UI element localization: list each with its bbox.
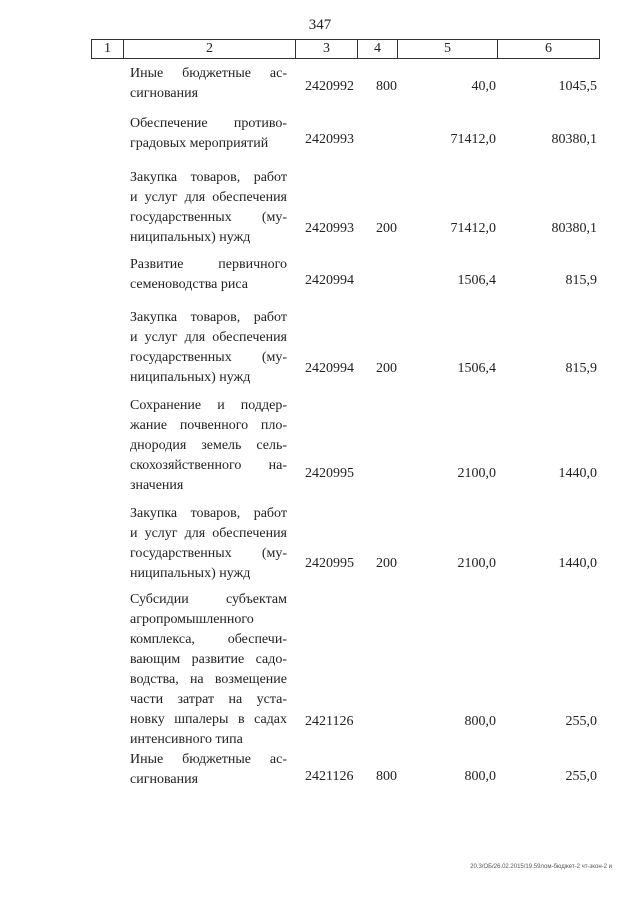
row-name-line: градовых мероприятий: [130, 136, 269, 151]
column-header-5: 5: [398, 40, 498, 58]
row-value-col5: 2100,0: [457, 466, 496, 481]
column-header-4: 4: [358, 40, 398, 58]
row-name: [130, 750, 287, 790]
row-value-col5: 71412,0: [450, 132, 496, 147]
row-name-line: ниципальных) нужд: [130, 370, 251, 385]
row-code: 2420994: [305, 273, 354, 288]
row-code: 2420993: [305, 221, 354, 236]
row-name: [130, 114, 287, 154]
row-value-col6: 255,0: [565, 714, 597, 729]
row-value-col6: 1440,0: [558, 556, 597, 571]
column-header-3: 3: [296, 40, 358, 58]
row-name-line: днородия земель сель-: [130, 438, 287, 453]
row-name-line: скохозяйственного на-: [130, 458, 287, 473]
row-name: [130, 308, 287, 388]
row-value-col5: 800,0: [464, 714, 496, 729]
row-code: 2420993: [305, 132, 354, 147]
footer-stamp: 20.3/ОБ/26.02.2015/19.59лом-бюджет-2 чт-зкон-2 и: [470, 864, 612, 870]
row-value-col5: 800,0: [464, 769, 496, 784]
row-name-line: жание почвенного пло-: [130, 418, 287, 433]
row-value-col6: 80380,1: [551, 221, 597, 236]
row-expense-type: 800: [376, 79, 397, 94]
row-expense-type: 200: [376, 221, 397, 236]
row-value-col5: 1506,4: [457, 361, 496, 376]
row-name: [130, 255, 287, 295]
row-value-col5: 40,0: [471, 79, 496, 94]
row-name-line: Развитие первичного: [130, 257, 287, 272]
row-value-col6: 80380,1: [551, 132, 597, 147]
row-code: 2420995: [305, 466, 354, 481]
row-name: [130, 504, 287, 584]
row-value-col6: 255,0: [565, 769, 597, 784]
row-name-line: Закупка товаров, работ: [130, 506, 287, 521]
row-expense-type: 200: [376, 361, 397, 376]
row-value-col6: 1045,5: [558, 79, 597, 94]
column-header: [91, 39, 600, 59]
row-name-line: Сохранение и поддер-: [130, 398, 287, 413]
row-name-line: Иные бюджетные ас-: [130, 66, 287, 81]
row-name-line: интенсивного типа: [130, 732, 243, 747]
row-name-line: государственных (му-: [130, 350, 287, 365]
row-code: 2420995: [305, 556, 354, 571]
row-value-col5: 1506,4: [457, 273, 496, 288]
row-name-line: Закупка товаров, работ: [130, 310, 287, 325]
row-code: 2421126: [305, 714, 354, 729]
row-name-line: части затрат на уста-: [130, 692, 287, 707]
row-name: [130, 64, 287, 104]
row-name-line: ниципальных) нужд: [130, 230, 251, 245]
row-name-line: сигнования: [130, 86, 199, 101]
row-value-col6: 815,9: [565, 361, 597, 376]
row-name: [130, 590, 287, 750]
column-header-2: 2: [124, 40, 296, 58]
row-expense-type: 200: [376, 556, 397, 571]
row-name-line: и услуг для обеспечения: [130, 526, 287, 541]
row-value-col5: 2100,0: [457, 556, 496, 571]
row-value-col6: 1440,0: [558, 466, 597, 481]
row-name-line: и услуг для обеспечения: [130, 190, 287, 205]
row-name-line: Обеспечение противо-: [130, 116, 287, 131]
row-code: 2421126: [305, 769, 354, 784]
row-expense-type: 800: [376, 769, 397, 784]
row-name-line: и услуг для обеспечения: [130, 330, 287, 345]
row-name-line: государственных (му-: [130, 546, 287, 561]
row-name: [130, 396, 287, 496]
row-name-line: Иные бюджетные ас-: [130, 752, 287, 767]
row-name: [130, 168, 287, 248]
row-name-line: сигнования: [130, 772, 199, 787]
row-name-line: ниципальных) нужд: [130, 566, 251, 581]
row-value-col5: 71412,0: [450, 221, 496, 236]
row-code: 2420992: [305, 79, 354, 94]
row-name-line: комплекса, обеспечи-: [130, 632, 287, 647]
column-header-6: 6: [545, 41, 552, 56]
row-name-line: семеноводства риса: [130, 277, 248, 292]
row-name-line: Субсидии субъектам: [130, 592, 287, 607]
page-number: 347: [308, 17, 332, 33]
row-name-line: агропромышленного: [130, 612, 254, 627]
row-name-line: вающим развитие садо-: [130, 652, 287, 667]
row-name-line: водства, на возмещение: [130, 672, 287, 687]
row-name-line: Закупка товаров, работ: [130, 170, 287, 185]
row-name-line: государственных (му-: [130, 210, 287, 225]
row-code: 2420994: [305, 361, 354, 376]
row-name-line: значения: [130, 478, 184, 493]
row-value-col6: 815,9: [565, 273, 597, 288]
column-header-1: 1: [92, 40, 124, 58]
row-name-line: новку шпалеры в садах: [130, 712, 287, 727]
